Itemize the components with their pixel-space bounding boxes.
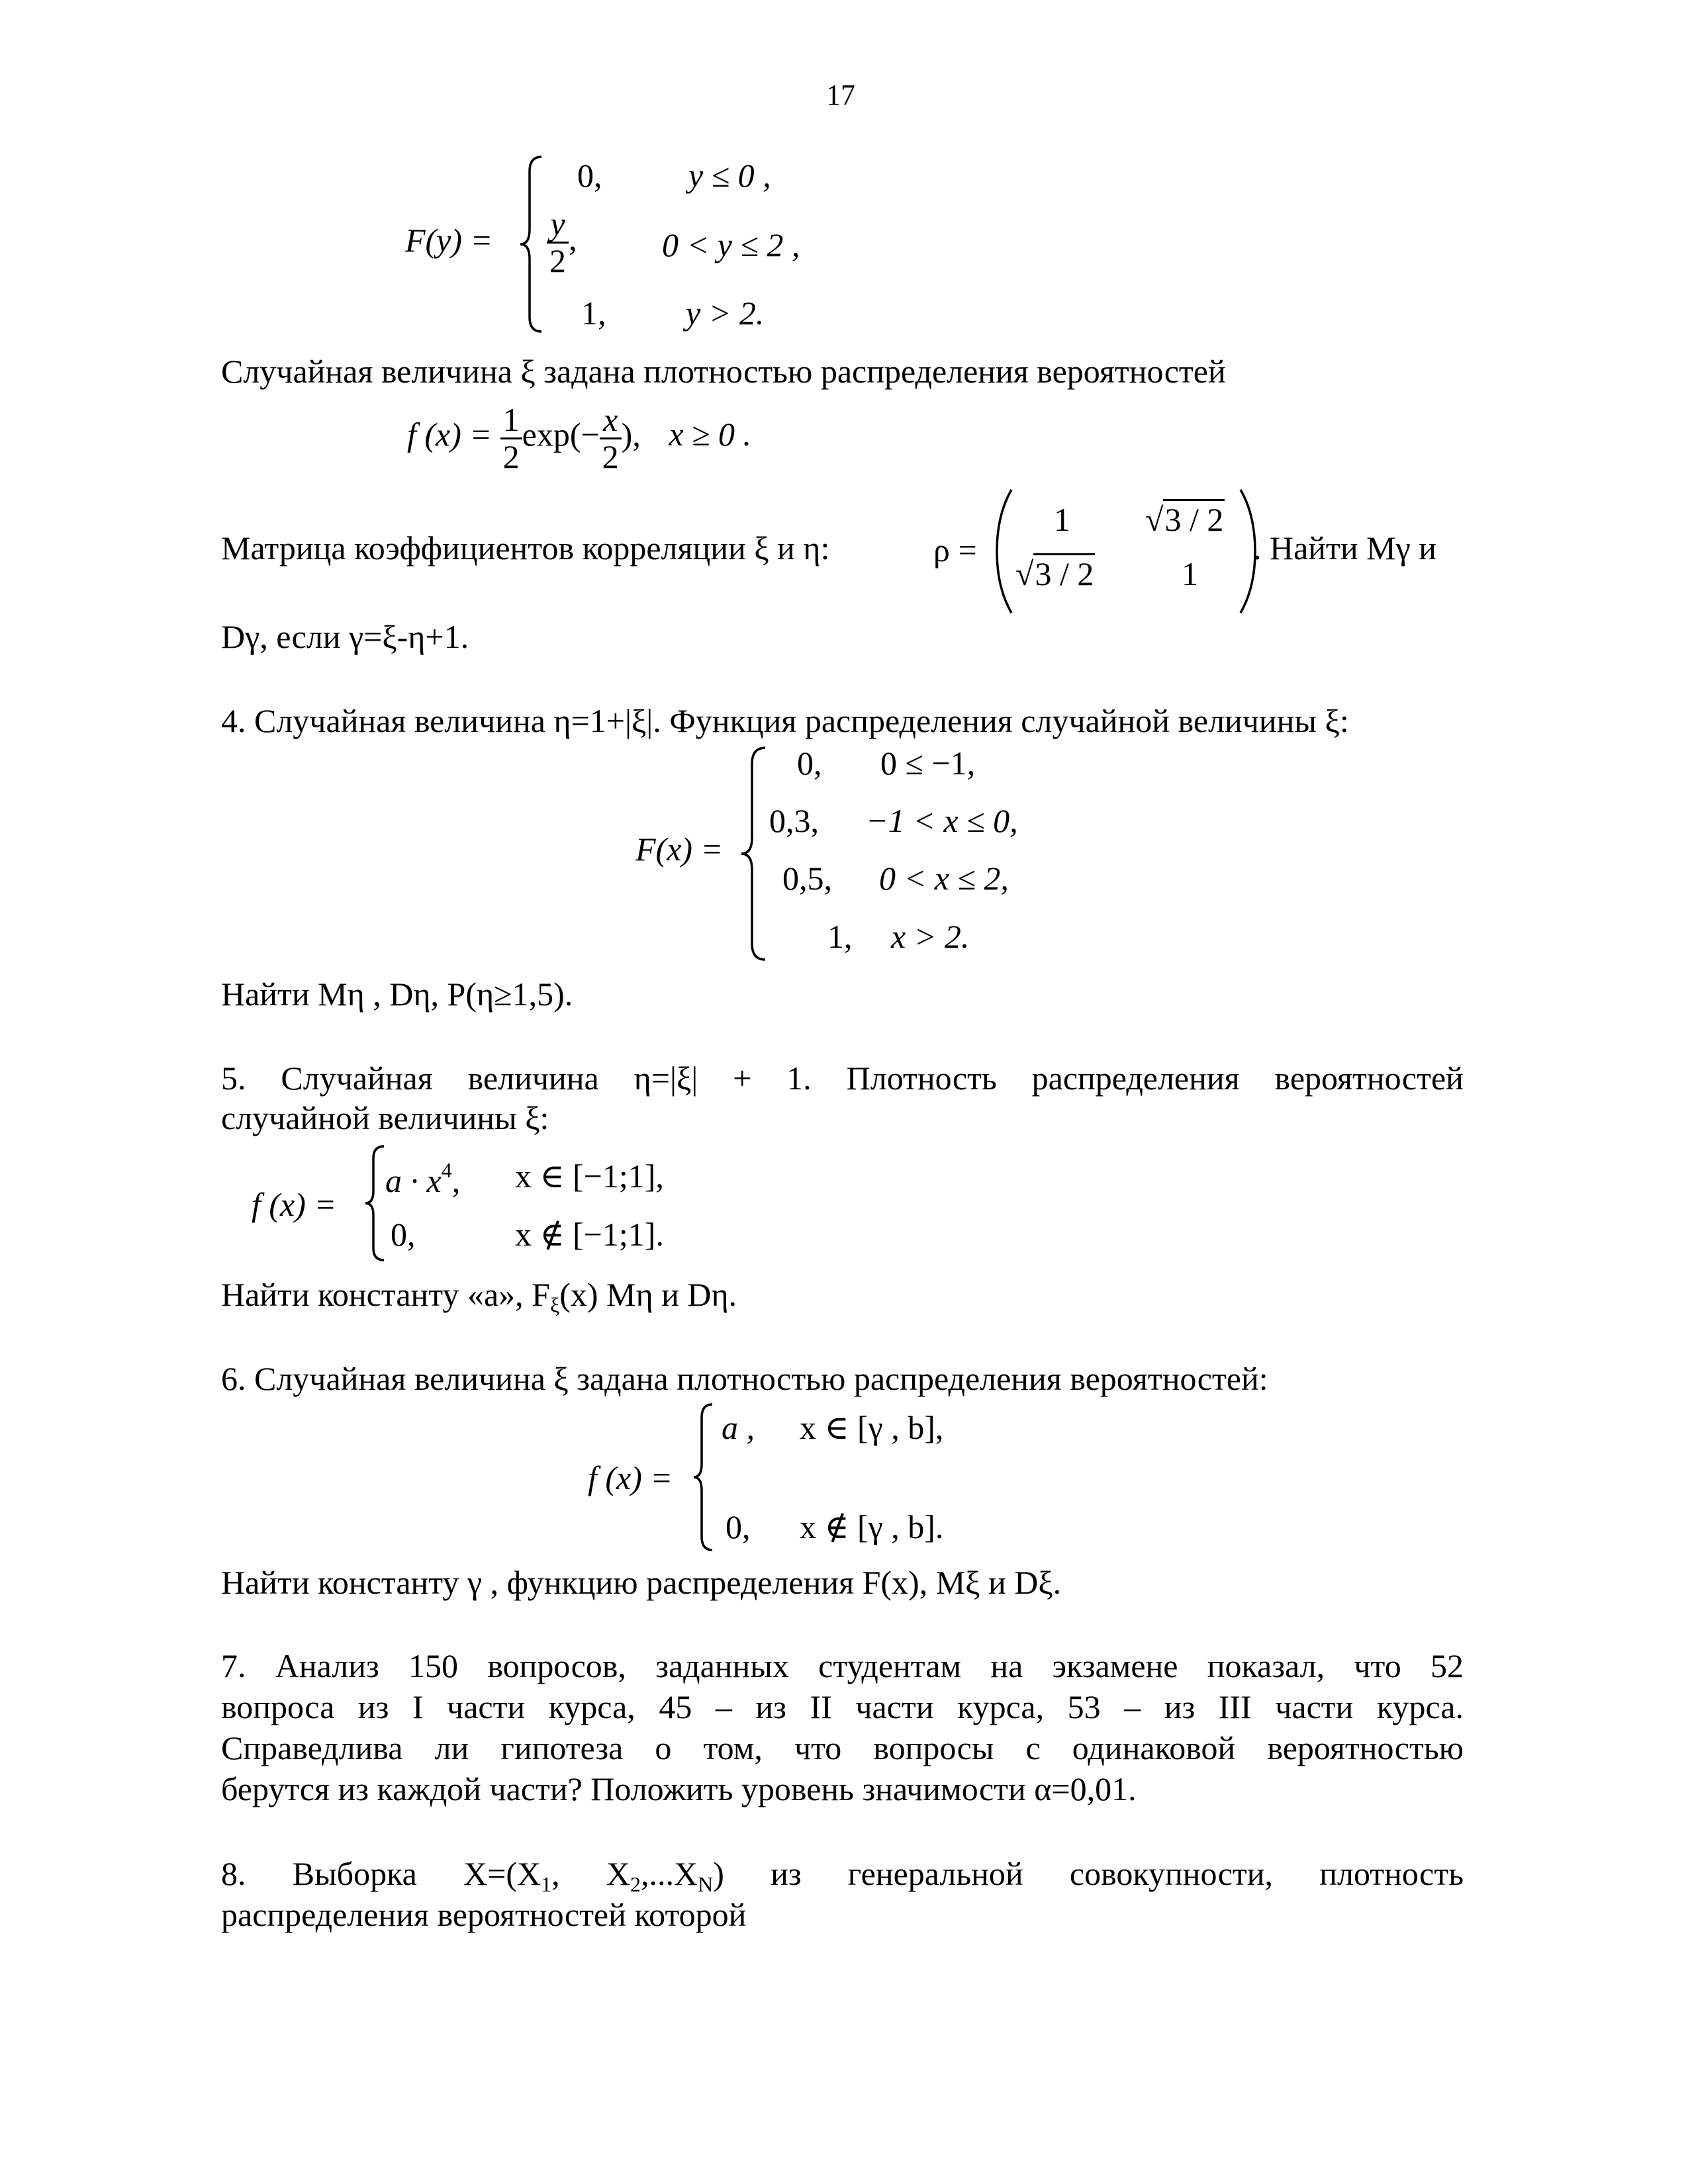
problem4-row4-condition: x > 2. [891,918,970,955]
page-number: 17 [826,79,855,111]
problem5-find: Найти константу «а», $F_\xi(x)$ Mη и Dη. [221,1276,737,1317]
matrix-m21: √3 / 2 [1015,557,1095,590]
f1-row3-value: 1, [581,295,606,332]
problem6-intro: 6. Случайная величина ξ задана плотностью распределения вероятностей: [221,1360,1268,1397]
problem5-row1-value: $a \cdot x^4$, [385,1158,461,1199]
problem4-lhs: F(x) = [635,831,724,868]
problem7-line4: берутся из каждой части? Положить уровень значимости α=0,01. [221,1770,1137,1807]
problem6-row2-value: 0, [726,1508,751,1545]
problem6-row1-value: a , [722,1409,755,1446]
p1-end: Dγ, если γ=ξ-η+1. [221,618,469,655]
problem4-row1-value: 0, [797,745,822,782]
problem4-row2-value: 0,3, [769,802,819,839]
problem7-line3: Справедлива ли гипотеза о том, что вопросы с одинаковой вероятностью [221,1729,1464,1766]
problem4-row3-value: 0,5, [782,860,832,897]
problem5-row2-condition: x ∉ [−1;1]. [515,1216,664,1253]
problem4-row1-condition: 0 ≤ −1, [880,745,976,782]
f1-brace [518,156,544,333]
problem6-brace [691,1403,715,1551]
f1-row2-value: $\frac{y}{2}$ , [547,206,577,278]
problem4-row2-condition: −1 < x ≤ 0, [866,802,1018,839]
problem5-row1-condition: x ∈ [−1;1], [515,1158,664,1195]
problem8-line2: распределения вероятностей которой [221,1896,747,1933]
matrix-m22: 1 [1182,555,1198,592]
f2-formula: f (x) = $\frac{1}{2}$ exp(− $\frac{x}{2}$ ), x ≥ 0 . [407,401,751,475]
problem4-intro: 4. Случайная величина η=1+|ξ|. Функция распределения случайной величины ξ: [221,702,1349,739]
problem7-line1: 7. Анализ 150 вопросов, заданных студентам на экзамене показал, что 52 [221,1647,1464,1684]
problem4-row3-condition: 0 < x ≤ 2, [879,860,1009,897]
matrix-m12: √3 / 2 [1145,503,1225,536]
f1-row1-value: 0, [577,157,602,194]
matrix-line-after: . Найти Mγ и [1253,529,1436,567]
problem5-brace [363,1145,387,1263]
problem5-line1: 5. Случайная величина η=|ξ| + 1. Плотность распределения вероятностей [221,1060,1464,1097]
problem6-find: Найти константу γ , функцию распределения F(x), Mξ и Dξ. [221,1564,1062,1601]
f1-row1-condition: y ≤ 0 , [688,157,771,194]
problem4-brace [739,747,768,962]
problem4-find: Найти Mη , Dη, P(η≥1,5). [221,976,573,1013]
problem5-lhs: f (x) = [252,1186,337,1223]
problem7-line2: вопроса из I части курса, 45 – из II части курса, 53 – из III части курса. [221,1688,1464,1725]
problem8-line1: 8. Выборка $X=(X_1$, $X_2,...X_N$) из генеральной совокупности, плотность [221,1855,1464,1896]
problem6-row2-condition: x ∉ [γ , b]. [800,1508,944,1545]
matrix-rho: ρ = [933,531,977,569]
problem6-row1-condition: x ∈ [γ , b], [800,1409,944,1446]
problem5-line2: случайной величины ξ: [221,1099,549,1136]
problem6-lhs: f (x) = [588,1459,673,1496]
matrix-left-paren [994,488,1014,614]
p1-intro: Случайная величина ξ задана плотностью распределения вероятностей [221,353,1226,390]
f1-lhs: F(y) = [405,222,493,259]
problem4-row4-value: 1, [827,918,853,955]
f1-row3-condition: y > 2. [686,295,765,332]
matrix-line-text: Матрица коэффициентов корреляции ξ и η: [221,529,830,567]
matrix-m11: 1 [1054,501,1070,538]
f1-row2-condition: 0 < y ≤ 2 , [662,226,800,263]
problem5-row2-value: 0, [391,1216,416,1253]
